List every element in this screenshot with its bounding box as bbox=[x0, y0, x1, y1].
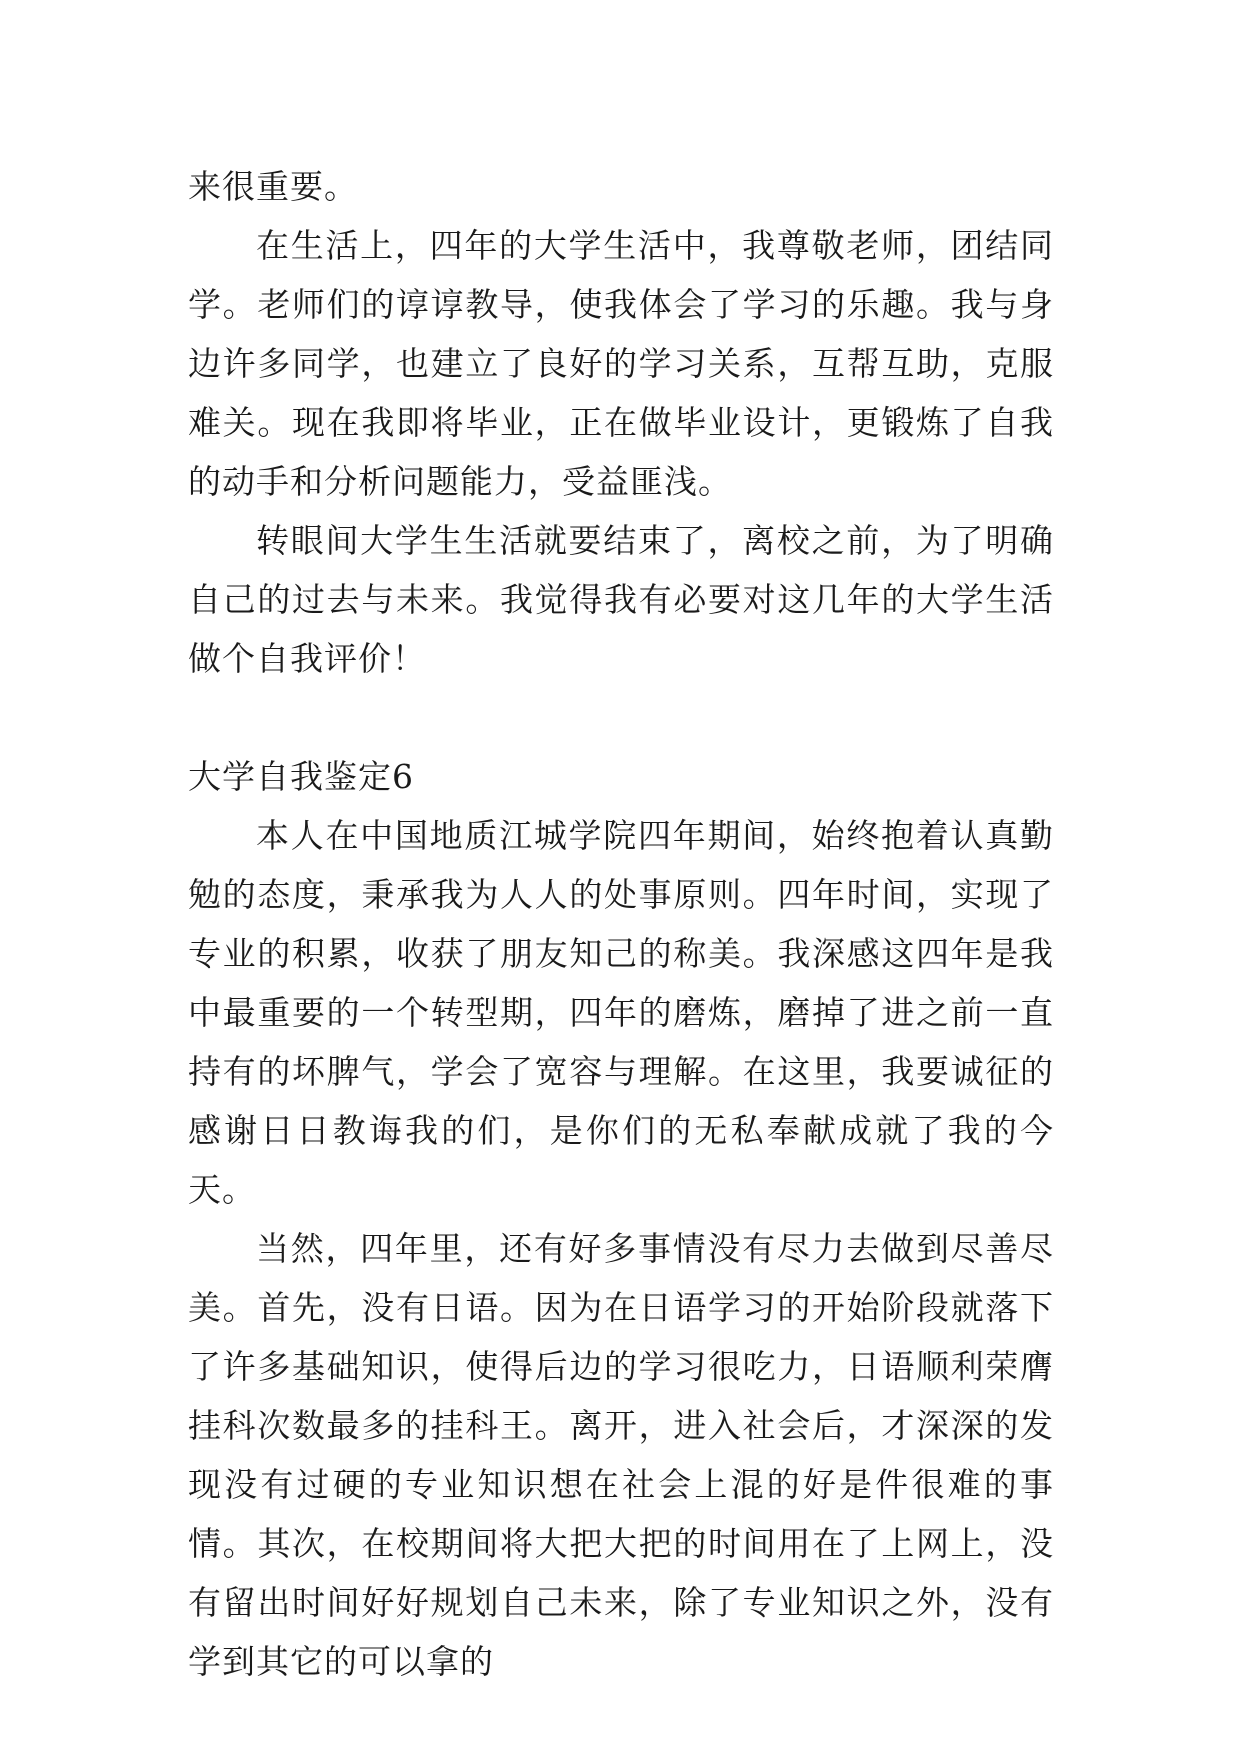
document-body bbox=[188, 157, 1054, 1691]
paragraph-self-evaluation-intro: 转眼间大学生生活就要结束了，离校之前，为了明确自己的过去与未来。我觉得我有必要对这几年的大学生活做个自我评价！ bbox=[188, 521, 1054, 678]
paragraph-continuation: 来很重要。 bbox=[188, 167, 358, 206]
paragraph-life: 在生活上，四年的大学生活中，我尊敬老师，团结同学。老师们的谆谆教导，使我体会了学习的乐趣。我与身边许多同学，也建立了良好的学习关系，互帮互助，克服难关。现在我即将毕业，正在做毕业设计，更锻炼了自我的动手和分析问题能力，受益匪浅。 bbox=[188, 226, 1054, 501]
paragraph-shortcomings: 当然，四年里，还有好多事情没有尽力去做到尽善尽美。首先，没有日语。因为在日语学习的开始阶段就落下了许多基础知识，使得后边的学习很吃力，日语顺利荣膺挂科次数最多的挂科王。离开，进入社会后，才深深的发现没有过硬的专业知识想在社会上混的好是件很难的事情。其次，在校期间将大把大把的时间用在了上网上，没有留出时间好好规划自己未来，除了专业知识之外，没有学到其它的可以拿的 bbox=[188, 1229, 1054, 1681]
section-heading: 大学自我鉴定6 bbox=[188, 757, 414, 796]
paragraph-four-years: 本人在中国地质江城学院四年期间，始终抱着认真勤勉的态度，秉承我为人人的处事原则。四年时间，实现了专业的积累，收获了朋友知己的称美。我深感这四年是我中最重要的一个转型期，四年的磨炼，磨掉了进之前一直持有的坏脾气，学会了宽容与理解。在这里，我要诚征的感谢日日教诲我的们，是你们的无私奉献成就了我的今天。 bbox=[188, 816, 1054, 1209]
